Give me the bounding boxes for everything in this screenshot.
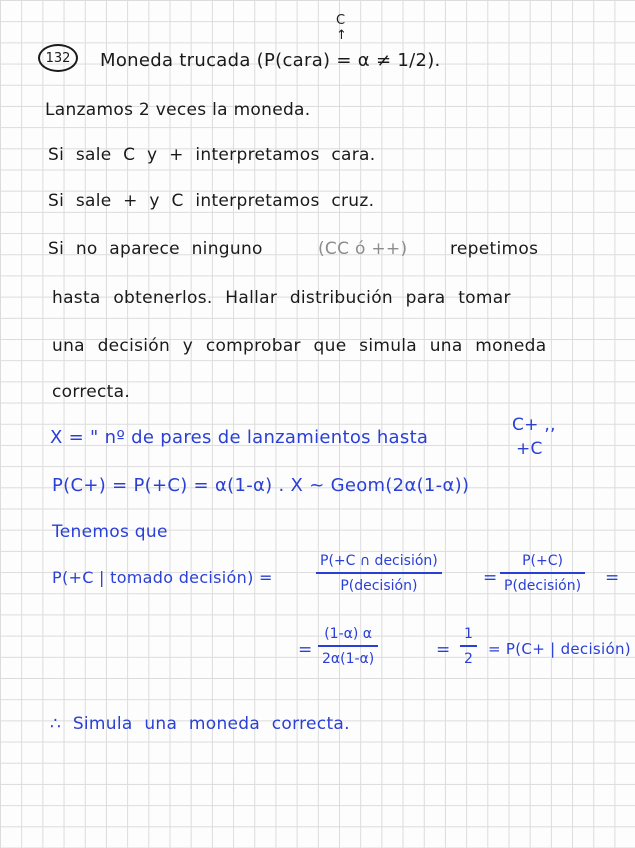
fraction-2-denominator: P(decisión): [504, 577, 582, 594]
fraction-1-denominator: P(decisión): [340, 577, 418, 594]
statement-line-4b: repetimos: [450, 239, 539, 259]
x-definition-bottom: +C: [516, 439, 543, 459]
equals-1: =: [483, 568, 498, 588]
fraction-4-numerator: 1: [464, 626, 473, 642]
fraction-1-numerator: P(+C ∩ decisión): [320, 553, 438, 569]
conditional-lhs: P(+C | tomado decisión) =: [52, 568, 273, 587]
problem-number: 132: [45, 50, 71, 66]
fraction-2-numerator: P(+C): [522, 553, 563, 569]
fraction-4-denominator: 2: [464, 650, 473, 667]
equals-4: =: [436, 640, 451, 660]
statement-line-7: correcta.: [52, 382, 131, 402]
fraction-3-denominator: 2α(1-α): [322, 650, 375, 667]
conditional-rhs: = P(C+ | decisión): [488, 640, 631, 658]
statement-line-5: hasta obtenerlos. Hallar distribución para tomar: [52, 288, 511, 308]
probability-line: P(C+) = P(+C) = α(1-α) . X ~ Geom(2α(1-α)): [52, 475, 470, 496]
fraction-1: [316, 553, 442, 594]
fraction-3: [318, 626, 378, 667]
statement-line-1: Lanzamos 2 veces la moneda.: [45, 100, 311, 120]
statement-line-6: una decisión y comprobar que simula una moneda: [52, 336, 547, 356]
x-definition-top: C+ ,,: [512, 415, 556, 435]
fraction-4: [460, 626, 477, 667]
arrow-label: C: [336, 13, 346, 28]
equals-2: =: [605, 568, 620, 588]
problem-heading: Moneda trucada (P(cara) = α ≠ 1/2).: [100, 50, 441, 71]
statement-line-3: Si sale + y C interpretamos cruz.: [48, 191, 375, 211]
fraction-3-numerator: (1-α) α: [324, 626, 373, 642]
statement-line-4-paren: (CC ó ++): [318, 239, 408, 259]
statement-line-4a: Si no aparece ninguno: [48, 239, 263, 259]
conclusion: ∴ Simula una moneda correcta.: [50, 714, 350, 734]
x-definition: X = " nº de pares de lanzamientos hasta: [50, 427, 429, 448]
fraction-2: [500, 553, 585, 594]
arrow-icon: ↑: [336, 28, 348, 43]
statement-line-2: Si sale C y + interpretamos cara.: [48, 145, 376, 165]
tenemos-que: Tenemos que: [52, 522, 168, 542]
equals-3: =: [298, 640, 313, 660]
problem-number-badge: [38, 44, 78, 72]
